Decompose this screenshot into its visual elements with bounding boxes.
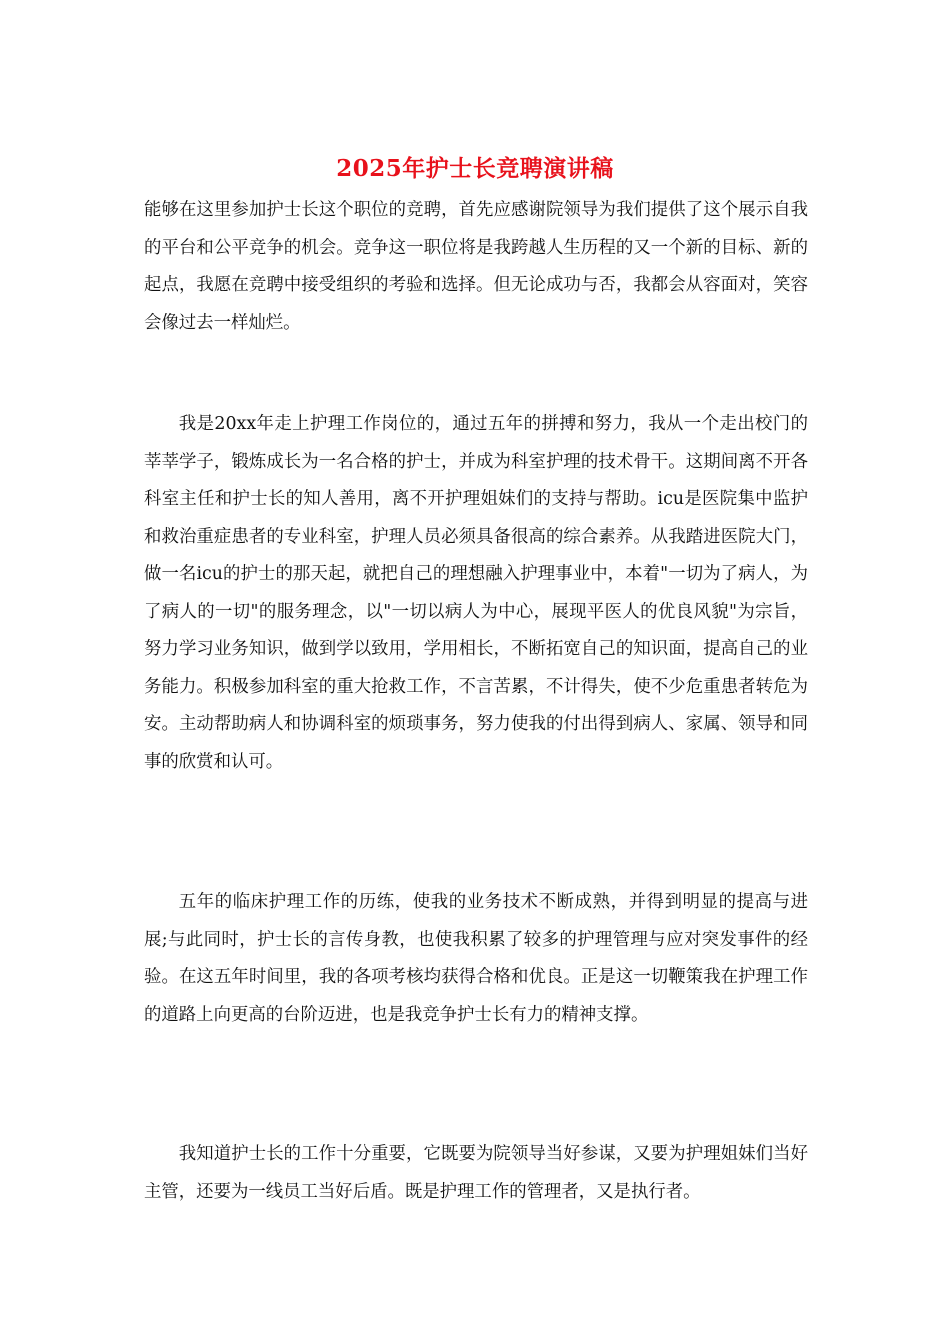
paragraph-growth: 五年的临床护理工作的历练，使我的业务技术不断成熟，并得到明显的提高与进展;与此同时，护士长的言传身教，也使我积累了较多的护理管理与应对突发事件的经验。在这五年时间里，我的各项考核均获得合格和优良。正是这一切鞭策我在护理工作的道路上向更高的台阶迈进，也是我竞争护士长有力的精神支撑。 (144, 892, 808, 1025)
paragraph-role: 我知道护士长的工作十分重要，它既要为院领导当好参谋，又要为护理姐妹们当好主管，还要为一线员工当好后盾。既是护理工作的管理者，又是执行者。 (144, 1144, 808, 1202)
paragraph-intro: 能够在这里参加护士长这个职位的竞聘，首先应感谢院领导为我们提供了这个展示自我的平台和公平竞争的机会。竞争这一职位将是我跨越人生历程的又一个新的目标、新的起点，我愿在竞聘中接受组织的考验和选择。但无论成功与否，我都会从容面对，笑容会像过去一样灿烂。 (144, 200, 808, 333)
paragraph-experience: 我是20xx年走上护理工作岗位的，通过五年的拼搏和努力，我从一个走出校门的莘莘学子，锻炼成长为一名合格的护士，并成为科室护理的技术骨干。这期间离不开各科室主任和护士长的知人善用，离不开护理姐妹们的支持与帮助。icu是医院集中监护和救治重症患者的专业科室，护理人员必须具备很高的综合素养。从我踏进医院大门，做一名icu的护士的那天起，就把自己的理想融入护理事业中，本着"一切为了病人，为了病人的一切"的服务理念，以"一切以病人为中心，展现平医人的优良风貌"为宗旨，努力学习业务知识，做到学以致用，学用相长，不断拓宽自己的知识面，提高自己的业务能力。积极参加科室的重大抢救工作，不言苦累，不计得失，使不少危重患者转危为安。主动帮助病人和协调科室的烦琐事务，努力使我的付出得到病人、家属、领导和同事的欣赏和认可。 (144, 414, 808, 772)
document-title: 2025年护士长竞聘演讲稿 (336, 155, 614, 182)
